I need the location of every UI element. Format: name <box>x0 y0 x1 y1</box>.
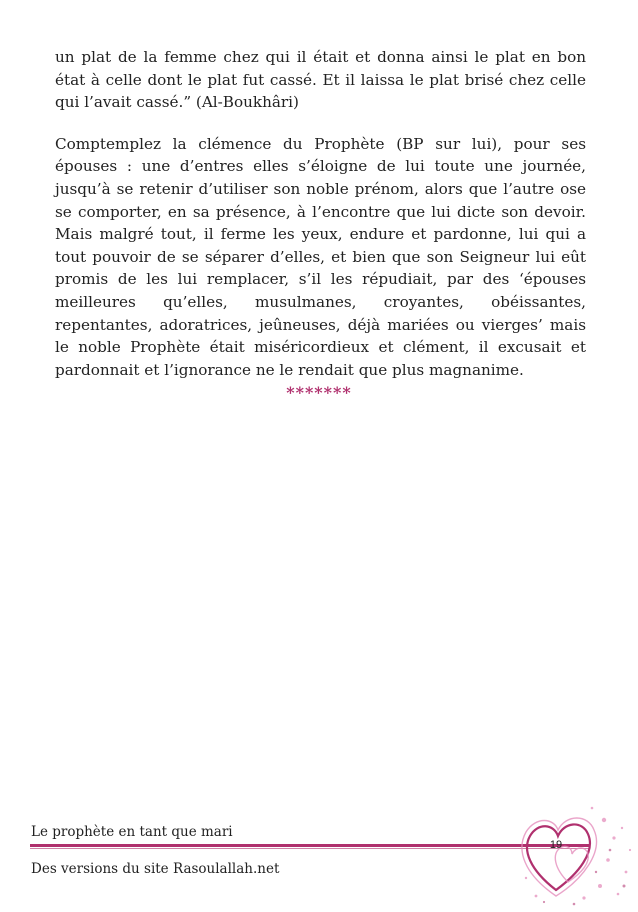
footer-rule <box>30 844 590 848</box>
paragraph-1: un plat de la femme chez qui il était et donna ainsi le plat en bon état à celle dont le plat fut cassé. Et il laissa le plat brisé chez celle qui l’avait cassé.” (Al-Boukhâri) <box>55 48 586 112</box>
footer-book-title: Le prophète en tant que mari <box>31 824 233 840</box>
footer-rule-thin <box>30 848 590 849</box>
section-separator: ******* <box>286 383 352 402</box>
main-text <box>55 46 586 381</box>
page-number: 19 <box>549 839 563 851</box>
footer-rule-thick <box>30 844 590 847</box>
heart-swirl-icon <box>508 798 638 912</box>
paragraph-2: Comptemplez la clémence du Prophète (BP sur lui), pour ses épouses : une d’entres elles s’éloigne de lui toute une journée, jusqu’à se retenir d’utiliser son noble prénom, alors que l’autre ose se comporter, en sa présence, à l’encontre que lui dicte son devoir. Mais malgré tout, il ferme les yeux, endure et pardonne, lui qui a tout pouvoir de se séparer d’elles, et bien que son Seigneur lui eût promis de les lui remplacer, s’il les répudiait, par des ‘épouses meilleures qu’elles, musulmanes, croyantes, obéissantes, repentantes, adoratrices, jeûneuses, déjà mariées ou vierges’ mais le noble Prophète était miséricordieux et clément, il excusait et pardonnait et l’ignorance ne le rendait que plus magnanime. <box>55 134 586 379</box>
footer-source: Des versions du site Rasoulallah.net <box>31 861 280 877</box>
